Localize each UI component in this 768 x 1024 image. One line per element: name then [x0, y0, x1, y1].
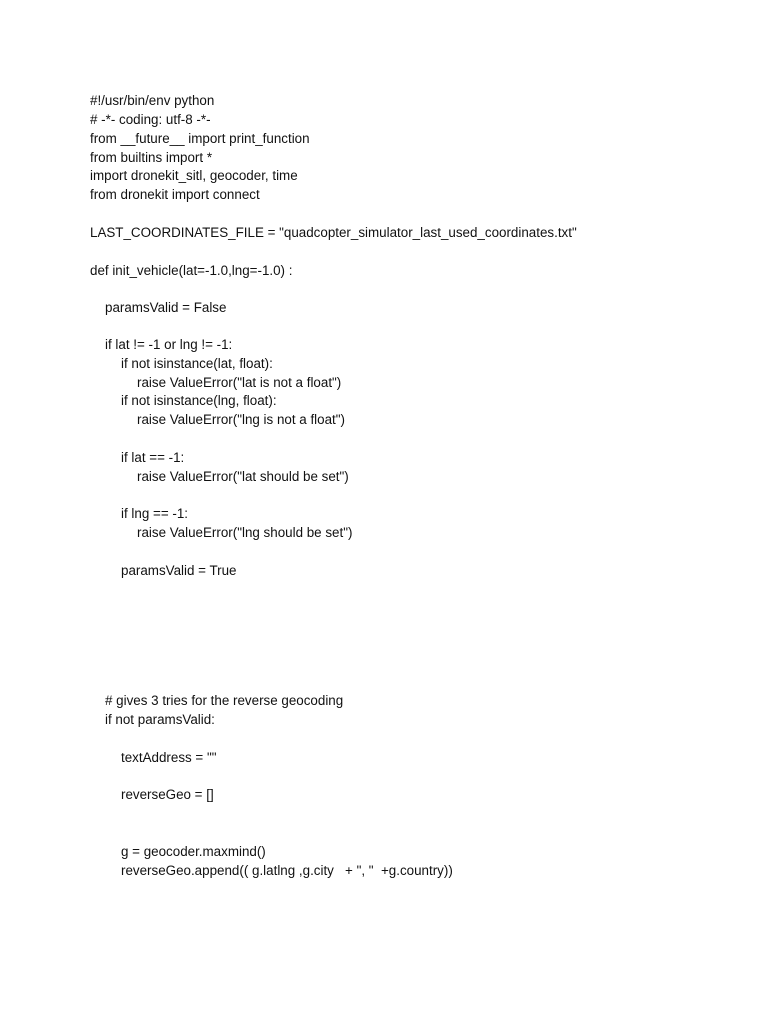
code-line: reverseGeo.append(( g.latlng ,g.city + ", " +g.country))	[121, 863, 453, 878]
code-line: import dronekit_sitl, geocoder, time	[90, 168, 298, 183]
code-line: raise ValueError("lng should be set")	[137, 525, 353, 540]
code-line: def init_vehicle(lat=-1.0,lng=-1.0) :	[90, 263, 293, 278]
code-line: LAST_COORDINATES_FILE = "quadcopter_simulator_last_used_coordinates.txt"	[90, 225, 577, 240]
code-line: textAddress = ""	[121, 750, 217, 765]
code-line: if lat == -1:	[121, 450, 185, 465]
code-line: raise ValueError("lat should be set")	[137, 469, 349, 484]
code-line: if not isinstance(lat, float):	[121, 356, 273, 371]
code-line: from __future__ import print_function	[90, 131, 310, 146]
code-line: raise ValueError("lng is not a float")	[137, 412, 345, 427]
code-line: reverseGeo = []	[121, 787, 214, 802]
code-line: # gives 3 tries for the reverse geocoding	[105, 693, 344, 708]
code-line: paramsValid = True	[121, 563, 237, 578]
code-line: # -*- coding: utf-8 -*-	[90, 112, 211, 127]
code-line: from dronekit import connect	[90, 187, 260, 202]
code-line: from builtins import *	[90, 150, 213, 165]
code-line: raise ValueError("lat is not a float")	[137, 375, 342, 390]
code-line: paramsValid = False	[105, 300, 227, 315]
code-line: #!/usr/bin/env python	[90, 93, 215, 108]
code-line: if lng == -1:	[121, 506, 188, 521]
code-line: if lat != -1 or lng != -1:	[105, 337, 233, 352]
code-line: if not isinstance(lng, float):	[121, 393, 277, 408]
code-line: g = geocoder.maxmind()	[121, 844, 266, 859]
code-line: if not paramsValid:	[105, 712, 215, 727]
